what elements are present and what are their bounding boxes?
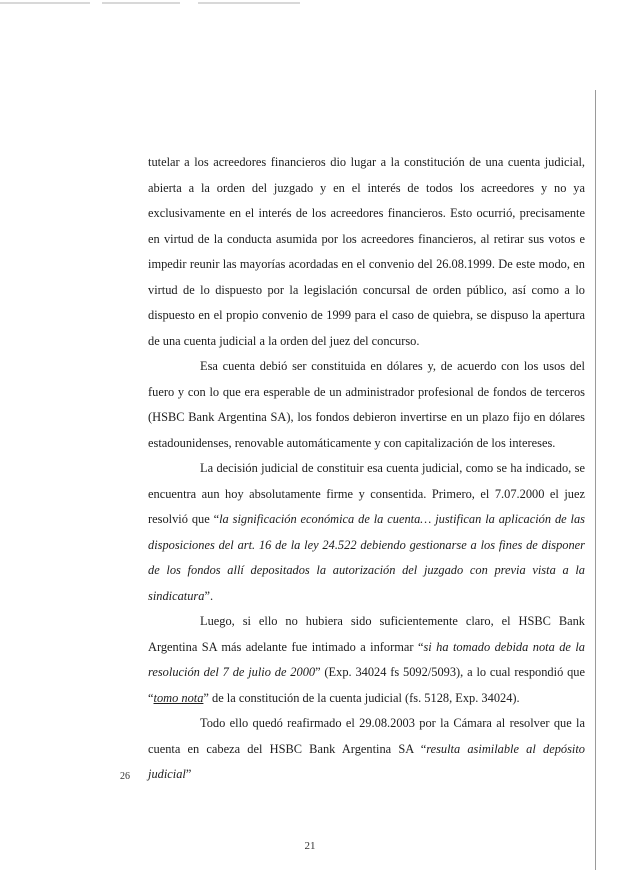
paragraph-3-quote: la significación económica de la cuenta… justifican la aplicación de las disposiciones del art. 16 de la ley 24.522 debiendo gestionarse a los fines de disponer de los fondos allí depositados la autorización del juzgado con previa vista a la sindicatura bbox=[148, 512, 585, 603]
paragraph-4-quote-underlined: tomo nota bbox=[153, 690, 204, 705]
paragraph-5-text-after: ” bbox=[185, 767, 192, 781]
paragraph-2-text: Esa cuenta debió ser constituida en dólares y, de acuerdo con los usos del fuero y con lo que era esperable de un administrador profesional de fondos de terceros (HSBC Bank Argentina SA), los fondos debieron invertirse en un plazo fijo en dólares estadounidenses, renovable automáticamente y con capitalización de los intereses. bbox=[148, 359, 585, 450]
paragraph-5-text-before: Todo ello quedó reafirmado el 29.08.2003 por la Cámara al resolver que la cuenta en cabeza del HSBC Bank Argentina SA “ bbox=[148, 716, 585, 756]
line-number: 26 bbox=[120, 771, 130, 782]
paragraph-1 bbox=[148, 150, 585, 354]
page-number: 21 bbox=[304, 840, 316, 852]
scan-artifact-top bbox=[0, 2, 300, 4]
document-body bbox=[148, 150, 585, 788]
paragraph-4-quote: si ha tomado debida nota de la resolución del 7 de julio de 2000 bbox=[148, 639, 585, 679]
paragraph-3-text-after: ”. bbox=[204, 588, 214, 603]
paragraph-1-text: tutelar a los acreedores financieros dio lugar a la constitución de una cuenta judicial, abierta a la orden del juzgado y en el interés de todos los acreedores y no ya exclusivamente en el interés de los acreedores financieros. Esto ocurrió, precisamente en virtud de la conducta asumida por los acreedores financieros, al retirar sus votos e impedir reunir las mayorías acordadas en el convenio del 26.08.1999. De este modo, en virtud de lo dispuesto por la legislación concursal de orden público, así como a lo dispuesto en el propio convenio de 1999 para el caso de quiebra, se dispuso la apertura de una cuenta judicial a la orden del juez del concurso. bbox=[148, 155, 585, 348]
paragraph-5 bbox=[148, 711, 585, 788]
paragraph-2 bbox=[148, 354, 585, 456]
paragraph-3-text-before: La decisión judicial de constituir esa cuenta judicial, como se ha indicado, se encuentra aun hoy absolutamente firme y consentida. Primero, el 7.07.2000 el juez resolvió que “ bbox=[148, 461, 585, 526]
paragraph-4 bbox=[148, 609, 585, 711]
paragraph-5-quote: resulta asimilable al depósito judicial bbox=[148, 741, 585, 781]
paragraph-4-text-middle: ” (Exp. 34024 fs 5092/5093), a lo cual respondió que “ bbox=[148, 665, 585, 705]
paragraph-4-text-before: Luego, si ello no hubiera sido suficientemente claro, el HSBC Bank Argentina SA más adelante fue intimado a informar “ bbox=[148, 614, 585, 654]
paragraph-3 bbox=[148, 456, 585, 609]
paragraph-4-text-after: ” de la constitución de la cuenta judicial (fs. 5128, Exp. 34024). bbox=[203, 690, 520, 705]
margin-rule bbox=[595, 90, 596, 870]
